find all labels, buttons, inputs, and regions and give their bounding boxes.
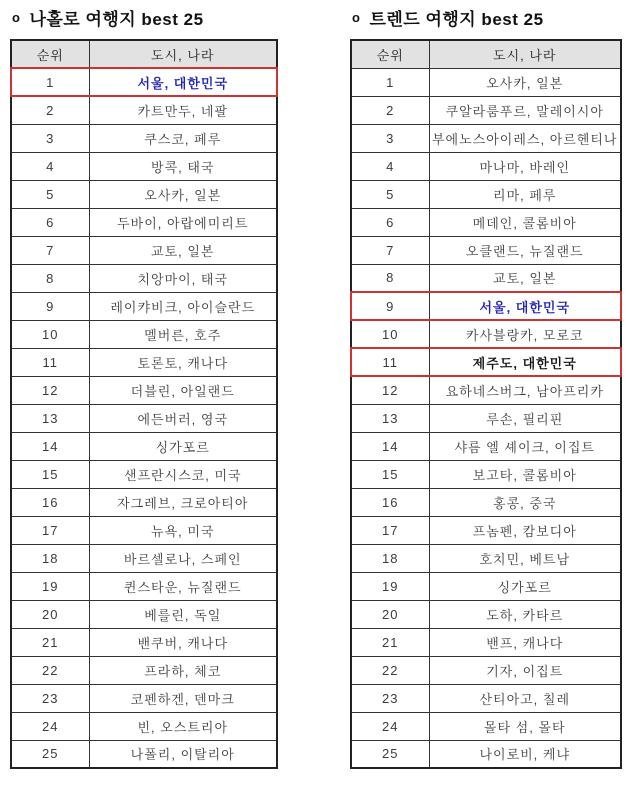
city-cell: 바르셀로나, 스페인: [89, 544, 277, 572]
city-cell: 홍콩, 중국: [429, 488, 621, 516]
table-row: [351, 152, 621, 180]
table-row: [351, 180, 621, 208]
column-header-rank: 순위: [351, 40, 429, 68]
rank-cell: 4: [11, 152, 89, 180]
table-row: [11, 460, 277, 488]
table-row: [11, 124, 277, 152]
city-cell: 방콕, 태국: [89, 152, 277, 180]
table-row: [11, 404, 277, 432]
rank-cell: 19: [11, 572, 89, 600]
city-cell: 부에노스아이레스, 아르헨티나: [429, 124, 621, 152]
table-row: [11, 208, 277, 236]
table-row: [11, 432, 277, 460]
table-row: [11, 320, 277, 348]
city-cell: 밴프, 캐나다: [429, 628, 621, 656]
rank-cell: 8: [11, 264, 89, 292]
rank-cell: 22: [351, 656, 429, 684]
city-cell: 빈, 오스트리아: [89, 712, 277, 740]
city-cell: 싱가포르: [429, 572, 621, 600]
rank-cell: 25: [351, 740, 429, 768]
table-row: [11, 600, 277, 628]
rank-cell: 6: [11, 208, 89, 236]
table-row: [351, 68, 621, 96]
city-cell: 레이캬비크, 아이슬란드: [89, 292, 277, 320]
table-row: [351, 544, 621, 572]
table-row: [11, 516, 277, 544]
table-row: [351, 460, 621, 488]
table-row: [351, 628, 621, 656]
city-cell: 메데인, 콜롬비아: [429, 208, 621, 236]
city-cell: 서울, 대한민국: [89, 68, 277, 96]
rank-cell: 16: [11, 488, 89, 516]
city-cell: 서울, 대한민국: [429, 292, 621, 320]
rank-cell: 14: [11, 432, 89, 460]
table-row: [351, 516, 621, 544]
table-row: [351, 712, 621, 740]
rank-cell: 10: [351, 320, 429, 348]
rank-cell: 13: [351, 404, 429, 432]
city-cell: 교토, 일본: [429, 264, 621, 292]
city-cell: 제주도, 대한민국: [429, 348, 621, 376]
city-cell: 나이로비, 케냐: [429, 740, 621, 768]
column-header-city: 도시, 나라: [89, 40, 277, 68]
rank-cell: 4: [351, 152, 429, 180]
table-row: [351, 124, 621, 152]
rank-cell: 24: [351, 712, 429, 740]
table-row: [351, 348, 621, 376]
rank-cell: 21: [351, 628, 429, 656]
rank-cell: 7: [11, 236, 89, 264]
rank-cell: 23: [351, 684, 429, 712]
city-cell: 호치민, 베트남: [429, 544, 621, 572]
table-row: [11, 152, 277, 180]
table-row: [351, 572, 621, 600]
solo-travel-table: [10, 39, 278, 769]
rank-cell: 1: [351, 68, 429, 96]
rank-cell: 3: [351, 124, 429, 152]
table-row: [11, 628, 277, 656]
rank-cell: 13: [11, 404, 89, 432]
column-header-city: 도시, 나라: [429, 40, 621, 68]
trend-travel-table: [350, 39, 622, 769]
rank-cell: 10: [11, 320, 89, 348]
city-cell: 쿠알라룸푸르, 말레이시아: [429, 96, 621, 124]
circle-bullet-icon: o: [352, 9, 361, 25]
table-row: [351, 404, 621, 432]
table-row: [351, 320, 621, 348]
rank-cell: 19: [351, 572, 429, 600]
city-cell: 교토, 일본: [89, 236, 277, 264]
circle-bullet-icon: o: [12, 9, 21, 25]
table-row: [351, 432, 621, 460]
rank-cell: 8: [351, 264, 429, 292]
city-cell: 에든버러, 영국: [89, 404, 277, 432]
city-cell: 멜버른, 호주: [89, 320, 277, 348]
city-cell: 샌프란시스코, 미국: [89, 460, 277, 488]
table-row: [351, 684, 621, 712]
city-cell: 몰타 섬, 몰타: [429, 712, 621, 740]
city-cell: 마나마, 바레인: [429, 152, 621, 180]
table-header-row: [11, 40, 277, 68]
rank-cell: 1: [11, 68, 89, 96]
city-cell: 코펜하겐, 덴마크: [89, 684, 277, 712]
solo-travel-title-text: 나홀로 여행지 best 25: [29, 9, 204, 29]
table-row: [351, 656, 621, 684]
city-cell: 뉴욕, 미국: [89, 516, 277, 544]
city-cell: 퀸스타운, 뉴질랜드: [89, 572, 277, 600]
rank-cell: 6: [351, 208, 429, 236]
rank-cell: 11: [351, 348, 429, 376]
city-cell: 자그레브, 크로아티아: [89, 488, 277, 516]
rank-cell: 9: [11, 292, 89, 320]
city-cell: 산티아고, 칠레: [429, 684, 621, 712]
rank-cell: 15: [11, 460, 89, 488]
rank-cell: 21: [11, 628, 89, 656]
city-cell: 요하네스버그, 남아프리카: [429, 376, 621, 404]
table-row: [351, 264, 621, 292]
rank-cell: 9: [351, 292, 429, 320]
city-cell: 보고타, 콜롬비아: [429, 460, 621, 488]
city-cell: 리마, 페루: [429, 180, 621, 208]
solo-travel-title: [10, 4, 278, 30]
column-header-rank: 순위: [11, 40, 89, 68]
table-row: [351, 740, 621, 768]
table-row: [351, 292, 621, 320]
trend-travel-title: [350, 4, 622, 30]
rank-cell: 7: [351, 236, 429, 264]
table-row: [351, 376, 621, 404]
table-row: [11, 180, 277, 208]
rank-cell: 25: [11, 740, 89, 768]
table-row: [351, 236, 621, 264]
table-row: [11, 572, 277, 600]
rank-cell: 2: [351, 96, 429, 124]
table-row: [351, 96, 621, 124]
rank-cell: 17: [351, 516, 429, 544]
rank-cell: 24: [11, 712, 89, 740]
rank-cell: 20: [11, 600, 89, 628]
city-cell: 오사카, 일본: [89, 180, 277, 208]
city-cell: 루손, 필리핀: [429, 404, 621, 432]
table-row: [351, 600, 621, 628]
rank-cell: 12: [11, 376, 89, 404]
table-row: [11, 348, 277, 376]
table-row: [11, 68, 277, 96]
rank-cell: 18: [11, 544, 89, 572]
city-cell: 밴쿠버, 캐나다: [89, 628, 277, 656]
city-cell: 싱가포르: [89, 432, 277, 460]
table-row: [11, 712, 277, 740]
rank-cell: 18: [351, 544, 429, 572]
rank-cell: 11: [11, 348, 89, 376]
city-cell: 프라하, 체코: [89, 656, 277, 684]
table-row: [11, 264, 277, 292]
city-cell: 더블린, 아일랜드: [89, 376, 277, 404]
table-row: [351, 208, 621, 236]
city-cell: 도하, 카타르: [429, 600, 621, 628]
rank-cell: 16: [351, 488, 429, 516]
city-cell: 오클랜드, 뉴질랜드: [429, 236, 621, 264]
table-row: [11, 684, 277, 712]
rank-cell: 22: [11, 656, 89, 684]
table-row: [11, 236, 277, 264]
rank-cell: 23: [11, 684, 89, 712]
city-cell: 쿠스코, 페루: [89, 124, 277, 152]
city-cell: 카트만두, 네팔: [89, 96, 277, 124]
city-cell: 두바이, 아랍에미리트: [89, 208, 277, 236]
city-cell: 샤름 엘 셰이크, 이집트: [429, 432, 621, 460]
city-cell: 기자, 이집트: [429, 656, 621, 684]
city-cell: 치앙마이, 태국: [89, 264, 277, 292]
table-row: [11, 376, 277, 404]
rank-cell: 3: [11, 124, 89, 152]
rank-cell: 14: [351, 432, 429, 460]
rank-cell: 5: [11, 180, 89, 208]
rank-cell: 20: [351, 600, 429, 628]
city-cell: 프놈펜, 캄보디아: [429, 516, 621, 544]
city-cell: 카사블랑카, 모로코: [429, 320, 621, 348]
solo-travel-section: [10, 4, 278, 769]
table-header-row: [351, 40, 621, 68]
city-cell: 베를린, 독일: [89, 600, 277, 628]
table-row: [351, 488, 621, 516]
table-row: [11, 544, 277, 572]
rank-cell: 17: [11, 516, 89, 544]
city-cell: 오사카, 일본: [429, 68, 621, 96]
table-row: [11, 656, 277, 684]
table-row: [11, 292, 277, 320]
trend-travel-title-text: 트렌드 여행지 best 25: [369, 9, 544, 29]
city-cell: 토론토, 캐나다: [89, 348, 277, 376]
rank-cell: 2: [11, 96, 89, 124]
table-row: [11, 740, 277, 768]
city-cell: 나폴리, 이탈리아: [89, 740, 277, 768]
rank-cell: 5: [351, 180, 429, 208]
rank-cell: 12: [351, 376, 429, 404]
rank-cell: 15: [351, 460, 429, 488]
trend-travel-section: [350, 4, 622, 769]
table-row: [11, 488, 277, 516]
table-row: [11, 96, 277, 124]
